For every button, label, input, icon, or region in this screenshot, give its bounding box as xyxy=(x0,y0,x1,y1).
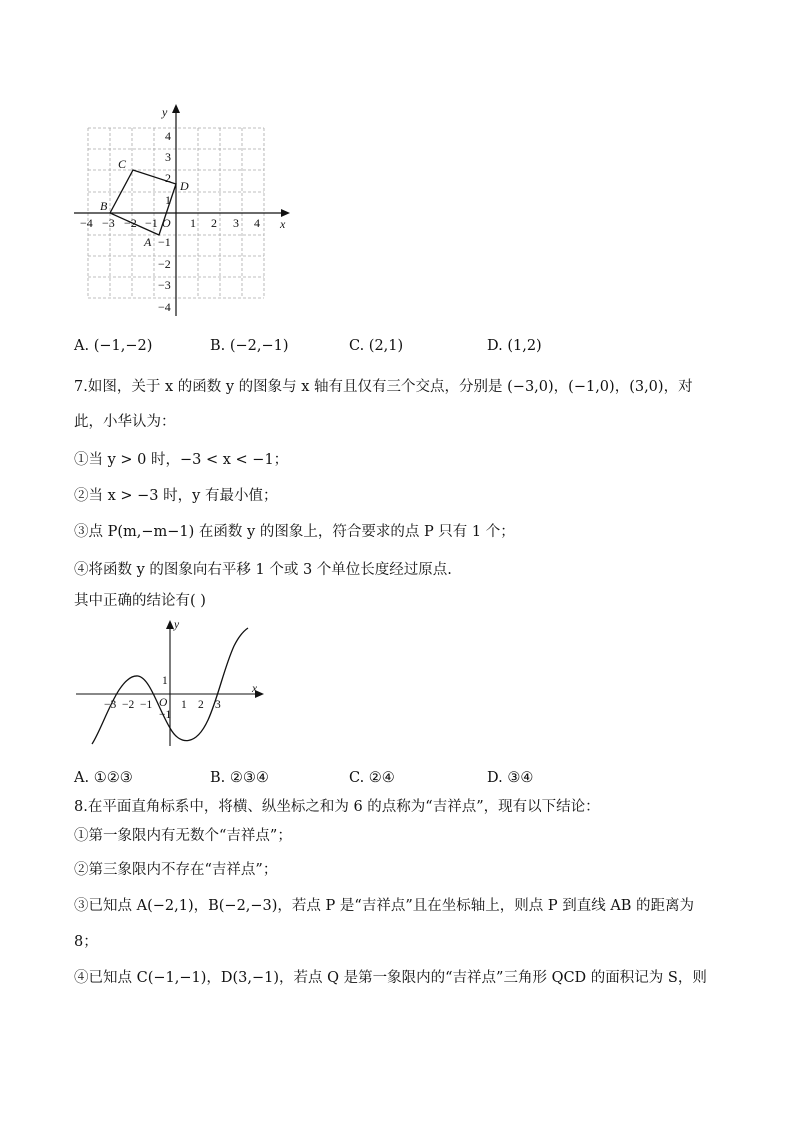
option-a[interactable]: A. (−1,−2) xyxy=(74,338,153,354)
option-a[interactable]: A. ①②③ xyxy=(74,770,133,786)
statement-2: ②当 x > −3 时，y 有最小值； xyxy=(74,488,278,504)
point-label-d: D xyxy=(180,179,189,193)
question-7-stem-cont: 此，小华认为： xyxy=(74,414,176,430)
statement-1: ①当 y > 0 时，−3 < x < −1； xyxy=(74,452,289,468)
question-8-stem: 8.在平面直角标系中，将横、纵坐标之和为 6 的点称为“吉祥点”，现有以下结论： xyxy=(74,799,600,815)
statement-1: ①第一象限内有无数个“吉祥点”； xyxy=(74,828,292,844)
y-axis-label: y xyxy=(174,619,180,631)
statement-3: ③点 P(m,−m−1) 在函数 y 的图象上，符合要求的点 P 只有 1 个； xyxy=(74,524,515,540)
y-tick-label: 4 xyxy=(165,129,171,143)
y-axis-arrow xyxy=(166,620,174,629)
option-b[interactable]: B. (−2,−1) xyxy=(210,338,289,354)
x-tick-label: 1 xyxy=(190,216,196,230)
x-tick-label: 4 xyxy=(254,216,260,230)
option-d[interactable]: D. ③④ xyxy=(487,770,534,786)
x-tick-label: 3 xyxy=(233,216,239,230)
x-tick-label: 1 xyxy=(181,699,187,711)
y-tick-label: 3 xyxy=(165,150,171,164)
y-tick-label: −4 xyxy=(158,300,171,314)
y-tick-label: 2 xyxy=(165,171,171,185)
y-axis-arrow xyxy=(172,104,180,113)
figure-function-graph xyxy=(74,616,274,748)
point-label-b: B xyxy=(100,199,108,213)
x-tick-label: −3 xyxy=(104,699,117,711)
option-d[interactable]: D. (1,2) xyxy=(487,338,542,354)
y-tick-label: 1 xyxy=(165,193,171,207)
origin-label: O xyxy=(162,216,171,230)
x-tick-label: 3 xyxy=(215,699,221,711)
option-c[interactable]: C. (2,1) xyxy=(349,338,404,354)
statement-4: ④将函数 y 的图象向右平移 1 个或 3 个单位长度经过原点. xyxy=(74,562,452,578)
statement-3-cont: 8； xyxy=(74,934,98,950)
y-axis-label: y xyxy=(162,105,168,119)
statement-4: ④已知点 C(−1,−1)，D(3,−1)，若点 Q 是第一象限内的“吉祥点”三角形 QCD 的面积记为 S，则 xyxy=(74,970,707,986)
figure-coordinate-grid xyxy=(70,98,300,320)
y-tick-label: −1 xyxy=(158,235,171,249)
question-7-prompt: 其中正确的结论有( ) xyxy=(74,593,206,609)
x-tick-label: −2 xyxy=(122,699,135,711)
x-tick-label: −1 xyxy=(140,699,153,711)
x-tick-label: 2 xyxy=(198,699,204,711)
x-axis-arrow xyxy=(281,209,290,217)
question-7-stem: 7.如图，关于 x 的函数 y 的图象与 x 轴有且仅有三个交点，分别是 (−3,0)，(−1,0)，(3,0)，对 xyxy=(74,379,693,395)
x-tick-label: 2 xyxy=(211,216,217,230)
y-tick-label: 1 xyxy=(162,675,168,687)
origin-label: O xyxy=(159,697,168,709)
x-tick-label: −3 xyxy=(102,216,115,230)
x-tick-label: −2 xyxy=(124,216,137,230)
statement-2: ②第三象限内不存在“吉祥点”； xyxy=(74,862,278,878)
statement-3: ③已知点 A(−2,1)，B(−2,−3)，若点 P 是“吉祥点”且在坐标轴上，则点 P 到直线 AB 的距离为 xyxy=(74,898,695,914)
x-tick-label: −1 xyxy=(145,216,158,230)
point-label-a: A xyxy=(144,235,152,249)
x-tick-label: −4 xyxy=(80,216,93,230)
y-tick-label: −1 xyxy=(159,709,172,721)
x-axis-label: x xyxy=(252,683,258,695)
point-label-c: C xyxy=(118,157,127,171)
y-tick-label: −3 xyxy=(158,278,171,292)
x-axis-label: x xyxy=(280,217,286,231)
option-b[interactable]: B. ②③④ xyxy=(210,770,269,786)
option-c[interactable]: C. ②④ xyxy=(349,770,395,786)
y-tick-label: −2 xyxy=(158,257,171,271)
